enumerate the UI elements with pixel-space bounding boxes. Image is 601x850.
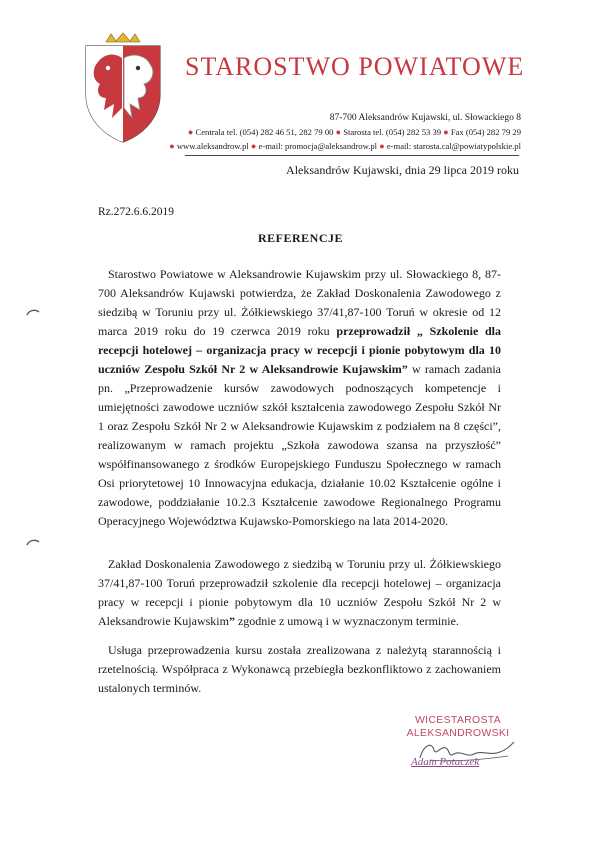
coat-of-arms-logo xyxy=(78,32,168,144)
bullet-icon: ● xyxy=(250,141,257,151)
punch-mark-icon xyxy=(26,538,40,546)
stamp-title-line-2: ALEKSANDROWSKI xyxy=(406,727,510,739)
contact-website: www.aleksandrow.pl xyxy=(176,141,249,151)
bullet-icon: ● xyxy=(169,141,175,151)
paragraph-2 xyxy=(98,555,501,631)
paragraph-2-text-a: Zakład Doskonalenia Zawodowego z siedzibą w Toruniu przy ul. Żółkiewskiego 37/41,87-100 Toruń przeprowadził szkolenie dla recepcji hotelowej – organizacja pracy w recepcji i pionie pobytowym dla 10 uczniów Zespołu Szkół Nr 2 w Aleksandrowie Kujawskim xyxy=(98,557,501,628)
contact-line-1 xyxy=(188,127,521,137)
bullet-icon: ● xyxy=(379,141,385,151)
paragraph-1-text-b: w ramach zadania pn. „Przeprowadzenie kursów zawodowych podnoszących kompetencje i umiejętności zawodowe uczniów szkół kształcenia zawodowego Zespołu Szkół Nr 1 oraz Zespołu Szkół Nr 2 w Aleksandrowie Kujawskim z podziałem na 8 części”, realizowanym w ramach projektu „Szkoła zawodowa szansa na przyszłość” współfinansowanego z środków Europejskiego Funduszu Społecznego w ramach Osi priorytetowej 10 Innowacyjna edukacja, działanie 10.02 Kształcenie ogólne i zawodowe, poddziałanie 10.2.3 Kształcenie zawodowe Regionalnego Programu Operacyjnego Województwa Kujawsko-Pomorskiego na lata 2014-2020. xyxy=(98,362,501,528)
contact-phone-central: Centrala tel. (054) 282 46 51, 282 79 00 xyxy=(195,127,334,137)
stamp-name: Adam Potaczek xyxy=(411,756,480,768)
stamp-title-line-1: WICESTAROSTA xyxy=(414,714,502,726)
org-name: STAROSTWO POWIATOWE xyxy=(185,52,525,81)
bullet-icon: ● xyxy=(443,127,449,137)
contact-email-promo: e-mail: promocja@aleksandrow.pl xyxy=(258,141,378,151)
paragraph-2-text-b: zgodnie z umową i w wyznaczonym terminie. xyxy=(234,614,459,628)
paragraph-1 xyxy=(98,265,501,531)
contact-line-2 xyxy=(169,141,521,151)
bullet-icon: ● xyxy=(335,127,342,137)
header-divider xyxy=(185,155,519,156)
paragraph-1-text-a: Starostwo Powiatowe w Aleksandrowie Kujawskim przy ul. Słowackiego 8, 87-700 Aleksandrów Kujawski potwierdza, że Zakład Doskonalenia Zawodowego z siedzibą w Toruniu przy ul. Żółkiewskiego 37/41,87-100 Toruń w okresie od 12 marca 2019 roku do 19 czerwca 2019 roku xyxy=(98,267,501,338)
paragraph-3: Usługa przeprowadzenia kursu została zrealizowana z należytą starannością i rzetelnością. Współpraca z Wykonawcą przebiegła bezkonfliktowo z zachowaniem ustalonych terminów. xyxy=(98,643,501,695)
stamp-title xyxy=(404,714,512,740)
contact-phone-starosta: Starosta tel. (054) 282 53 39 xyxy=(343,127,442,137)
letter-heading: REFERENCJE xyxy=(257,231,343,245)
contact-fax: Fax (054) 282 79 29 xyxy=(450,127,521,137)
org-address: 87-700 Aleksandrów Kujawski, ul. Słowackiego 8 xyxy=(329,113,521,123)
punch-mark-icon xyxy=(26,308,40,316)
reference-number: Rz.272.6.6.2019 xyxy=(98,206,175,218)
contact-email-starosta: e-mail: starosta.cal@powiatypolskie.pl xyxy=(386,141,521,151)
paragraph-1-bold: przeprowadził „ Szkolenie dla recepcji hotelowej – organizacja pracy w recepcji i pionie pobytowym dla 10 uczniów Zespołu Szkół Nr 2 w Aleksandrowie Kujawskim” xyxy=(98,324,502,376)
place-date: Aleksandrów Kujawski, dnia 29 lipca 2019 roku xyxy=(286,163,519,177)
paragraph-2-bold: ” xyxy=(228,614,235,628)
bullet-icon: ● xyxy=(187,127,194,137)
